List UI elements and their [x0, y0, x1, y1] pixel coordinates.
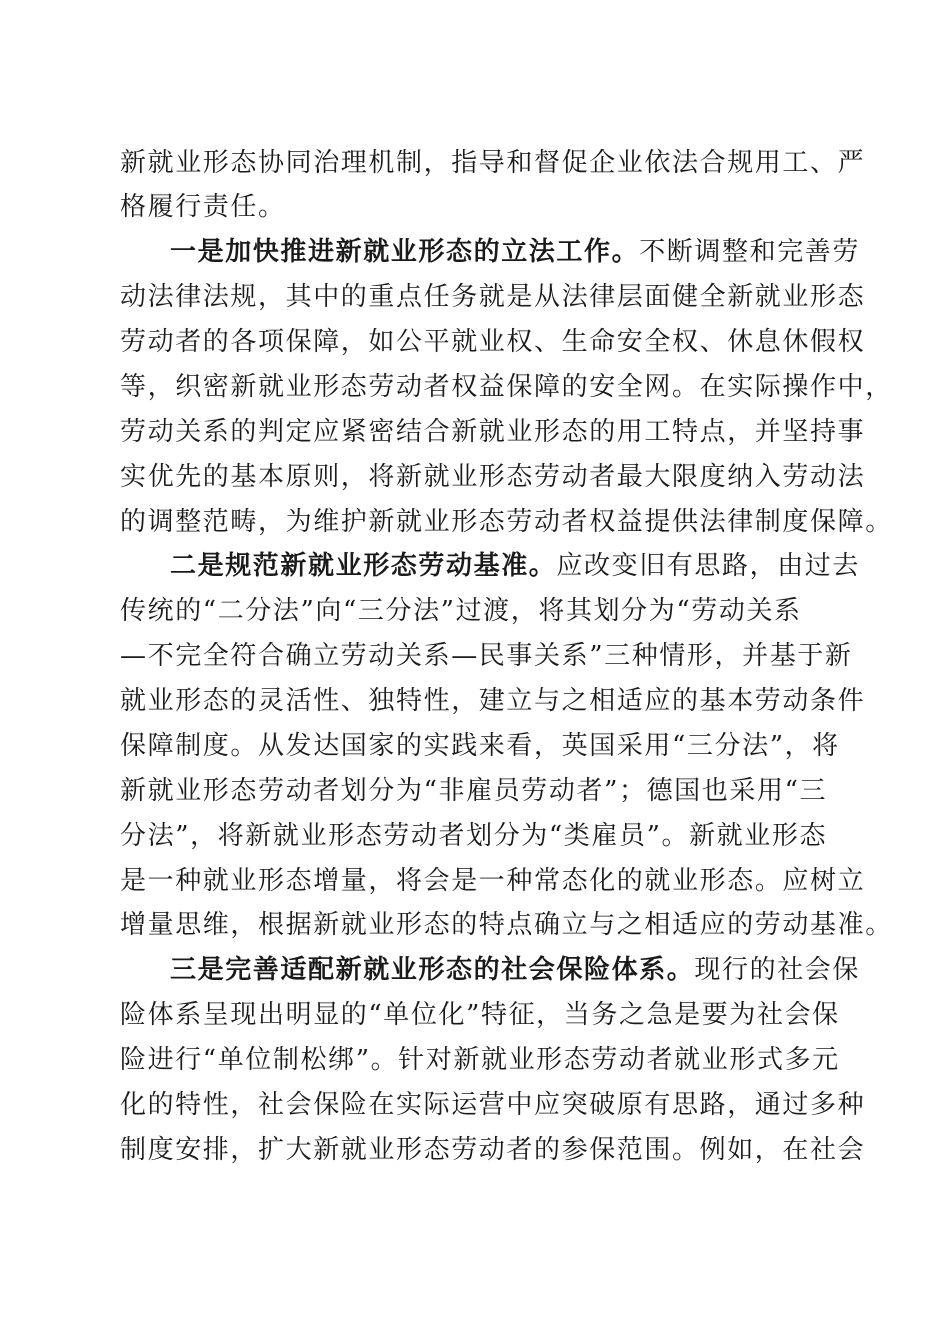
paragraph-2-line-3: 劳动者的各项保障，如公平就业权、生命安全权、休息休假权 — [120, 327, 866, 357]
paragraph-4-line-4: 化的特性，社会保险在实际运营中应突破原有思路，通过多种 — [120, 1090, 866, 1120]
paragraph-4-first-line — [170, 955, 861, 985]
paragraph-4-line-1: 现行的社会保 — [694, 955, 861, 985]
paragraph-2-line-1: 不断调整和完善劳 — [639, 237, 861, 267]
paragraph-3-line-2: 传统的“二分法”向“三分法”过渡，将其划分为“劳动关系 — [120, 596, 802, 626]
paragraph-4-heading: 三是完善适配新就业形态的社会保险体系。 — [170, 955, 695, 985]
paragraph-3-heading: 二是规范新就业形态劳动基准。 — [170, 551, 557, 581]
paragraph-4-line-2: 险体系呈现出明显的“单位化”特征，当务之急是要为社会保 — [120, 1000, 840, 1030]
paragraph-2-first-line — [170, 237, 861, 267]
paragraph-2-line-7: 的调整范畴，为维护新就业形态劳动者权益提供法律制度保障。 — [120, 507, 893, 537]
paragraph-3-line-7: 分法”，将新就业形态劳动者划分为“类雇员”。新就业形态 — [120, 821, 828, 851]
paragraph-2-line-2: 动法律法规，其中的重点任务就是从法律层面健全新就业形态 — [120, 282, 866, 312]
paragraph-1-line-2: 格履行责任。 — [120, 192, 286, 222]
paragraph-4-line-5: 制度安排，扩大新就业形态劳动者的参保范围。例如，在社会 — [120, 1135, 866, 1165]
paragraph-3-line-4: 就业形态的灵活性、独特性，建立与之相适应的基本劳动条件 — [120, 686, 866, 716]
paragraph-3-line-6: 新就业形态劳动者划分为“非雇员劳动者”；德国也采用“三 — [120, 776, 828, 806]
paragraph-3-line-1: 应改变旧有思路，由过去 — [556, 551, 861, 581]
paragraph-3-line-9: 增量思维，根据新就业形态的特点确立与之相适应的劳动基准。 — [120, 910, 893, 940]
paragraph-3-line-5: 保障制度。从发达国家的实践来看，英国采用“三分法”，将 — [120, 731, 840, 761]
paragraph-3-first-line — [170, 551, 861, 581]
paragraph-4-line-3: 险进行“单位制松绑”。针对新就业形态劳动者就业形式多元 — [120, 1045, 840, 1075]
paragraph-1-line-1: 新就业形态协同治理机制，指导和督促企业依法合规用工、严 — [120, 148, 866, 178]
paragraph-2-heading: 一是加快推进新就业形态的立法工作。 — [170, 237, 640, 267]
paragraph-2-line-5: 劳动关系的判定应紧密结合新就业形态的用工特点，并坚持事 — [120, 417, 866, 447]
paragraph-2-line-6: 实优先的基本原则，将新就业形态劳动者最大限度纳入劳动法 — [120, 462, 866, 492]
paragraph-3-line-3: —不完全符合确立劳动关系—民事关系”三种情形，并基于新 — [120, 641, 853, 671]
paragraph-3-line-8: 是一种就业形态增量，将会是一种常态化的就业形态。应树立 — [120, 866, 866, 896]
paragraph-2-line-4: 等，织密新就业形态劳动者权益保障的安全网。在实际操作中， — [120, 372, 893, 402]
